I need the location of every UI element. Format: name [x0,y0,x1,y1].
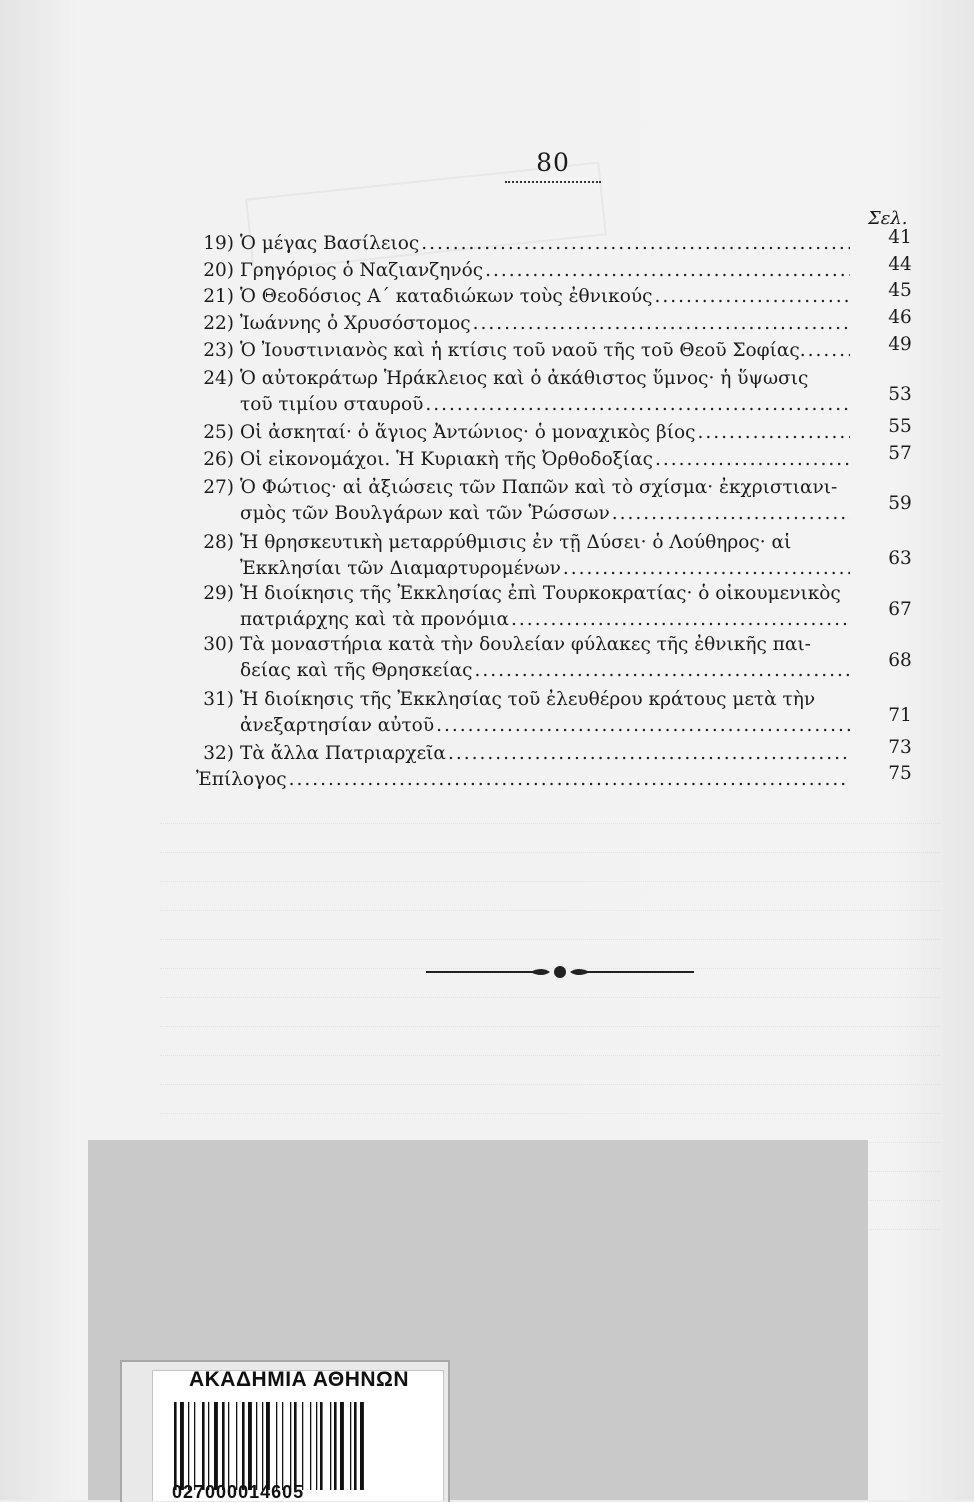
toc-entry-page: 57 [888,443,912,464]
toc-entry-title: Τὰ μοναστήρια κατὰ τὴν δουλείαν φύλακες τῆς ἐθνικῆς παι- [240,634,811,655]
toc-entry-title: Τὰ ἄλλα Πατριαρχεῖα [240,743,446,764]
toc-entry-title: Ἐκκλησίαι τῶν Διαμαρτυρομένων [240,558,561,579]
ornamental-divider [426,962,694,982]
toc-entry [190,258,850,284]
toc-entry-title: ἀνεξαρτησίαν αὐτοῦ [240,715,435,736]
toc-entry [190,311,850,337]
barcode-bar [180,1402,184,1490]
page-number: 80 [536,148,570,177]
barcode-bar [266,1402,270,1490]
toc-entry-page: 75 [888,763,912,784]
toc-entry-number: 30) [203,634,234,655]
toc-entry-line [190,284,850,310]
toc-entry-number: 25) [203,422,234,443]
toc-entry-title: Γρηγόριος ὁ Ναζιανζηνός [240,260,484,281]
toc-entry-line [190,658,850,684]
toc-entry-title: Ἡ διοίκησις τῆς Ἐκκλησίας ἐπὶ Τουρκοκρατίας· ὁ οἰκουμενικὸς [240,583,841,604]
barcode-bar [350,1402,351,1490]
toc-entry-page: 45 [888,280,912,301]
toc-entry-number: 20) [203,260,234,281]
dot-leader [808,338,850,364]
toc-entry [190,231,850,257]
toc-entry-number: 27) [203,477,234,498]
toc-entry-page: 67 [888,599,912,620]
toc-entry-line [190,556,850,582]
barcode-bar [236,1402,237,1490]
dot-leader [448,741,850,767]
toc-entry [190,447,850,473]
toc-entry-number: 32) [203,743,234,764]
dot-leader [421,231,850,257]
barcode-bar [290,1402,291,1490]
toc-entry-title: Ἡ διοίκησις τῆς Ἐκκλησίας τοῦ ἐλευθέρου κράτους μετὰ τὴν [240,689,816,710]
barcode-bar [208,1402,209,1490]
dot-leader [563,556,850,582]
dot-leader [425,392,850,418]
toc-entry-line [190,607,850,633]
toc-entry-page: 73 [888,737,912,758]
dot-leader [697,420,850,446]
toc-entry-line [190,741,850,767]
barcode-bar [302,1402,303,1490]
toc-entry-number: 24) [203,368,234,389]
barcode-bar [320,1402,323,1490]
toc-entry [190,420,850,446]
barcode-bar [214,1402,218,1490]
toc-entry-line [190,687,850,713]
toc-entry [190,767,850,793]
toc-entry-line [190,767,850,793]
toc-entry-title: Ἡ θρησκευτικὴ μεταρρύθμισις ἐν τῇ Δύσει· ὁ Λούθηρος· αἱ [240,532,792,553]
dot-leader [473,311,850,337]
toc-entry-line [190,258,850,284]
barcode-bar [202,1402,205,1490]
toc-entry-line [190,231,850,257]
barcode-bar [294,1402,297,1490]
barcode-bar [188,1402,189,1490]
barcode-bar [330,1402,331,1490]
toc-entry-line [190,311,850,337]
barcode-bar [276,1402,277,1490]
toc-entry [190,338,850,364]
toc-entry-line [190,420,850,446]
barcode-bar [228,1402,229,1490]
toc-entry-line [190,392,850,418]
toc-entry [190,530,850,582]
toc-entry [190,687,850,739]
toc-entry-number: 26) [203,449,234,470]
barcode-bar [310,1402,311,1490]
dot-leader [289,767,850,793]
dot-leader [436,713,850,739]
toc-entry-page: 46 [888,307,912,328]
toc-entry-line [190,581,850,607]
toc-entry [190,741,850,767]
toc-entry-number: 31) [203,689,234,710]
barcode [172,1402,428,1490]
barcode-bar [174,1402,177,1490]
page-column-header: Σελ. [868,208,908,229]
barcode-bar [316,1402,317,1490]
barcode-bar [248,1402,252,1490]
toc-entry-title: Ὁ αὐτοκράτωρ Ἡράκλειος καὶ ὁ ἀκάθιστος ὕμνος· ἡ ὕψωσις [240,368,809,389]
barcode-bar [360,1402,364,1490]
dot-leader [485,258,850,284]
toc-entry-number: 23) [203,340,234,361]
barcode-digits: 027000014605 [172,1484,305,1500]
dot-leader [474,658,850,684]
toc-entry-line [190,366,850,392]
barcode-bar [282,1402,283,1490]
barcode-bar [256,1402,257,1490]
toc-entry-number: 29) [203,583,234,604]
toc-entry-line [190,501,850,527]
toc-entry-page: 53 [888,384,912,405]
page-number-rule [505,181,601,183]
toc-entry-title: τοῦ τιμίου σταυροῦ [240,394,424,415]
dot-leader [612,501,850,527]
toc-entry-title: Ὁ Θεοδόσιος Α΄ καταδιώκων τοὺς ἐθνικούς [240,286,653,307]
toc-entry-title: Ὁ μέγας Βασίλειος [240,233,420,254]
toc-entry-title: πατριάρχης καὶ τὰ προνόμια [240,609,510,630]
dot-leader [511,607,850,633]
toc-entry-page: 49 [888,334,912,355]
barcode-bar [334,1402,337,1490]
toc-entry-page: 68 [888,650,912,671]
library-name: ΑΚΑΔΗΜΙΑ ΑΘΗΝΩΝ [188,1368,410,1391]
toc-entry-page: 71 [888,705,912,726]
toc-entry-title: Οἱ εἰκονομάχοι. Ἡ Κυριακὴ τῆς Ὀρθοδοξίας [240,449,654,470]
barcode-bar [340,1402,344,1490]
toc-entry-number: 22) [203,313,234,334]
toc-entry-line [190,713,850,739]
dot-leader [655,447,850,473]
toc-entry [190,632,850,684]
toc-entry-number: 21) [203,286,234,307]
toc-entry-line [190,632,850,658]
toc-entry-page: 41 [888,227,912,248]
toc-entry-title: σμὸς τῶν Βουλγάρων καὶ τῶν Ῥώσσων [240,503,610,524]
toc-entry-line [190,530,850,556]
toc-entry-number: 19) [203,233,234,254]
toc-entry-line [190,447,850,473]
toc-entry-page: 59 [888,493,912,514]
toc-entry-page: 63 [888,548,912,569]
toc-entry [190,475,850,527]
toc-entry-line [190,338,850,364]
toc-entry-title: Ὁ Φώτιος· αἱ ἀξιώσεις τῶν Παπῶν καὶ τὸ σχίσμα· ἐκχριστιανι- [240,477,838,498]
toc-entry-title: Ἐπίλογος [196,769,287,790]
toc-entry-title: Ὁ Ἰουστινιανὸς καὶ ἡ κτίσις τοῦ ναοῦ τῆς τοῦ Θεοῦ Σοφίας. [240,340,806,361]
toc-entry-title: Οἱ ἀσκηταί· ὁ ἅγιος Ἀντώνιος· ὁ μοναχικὸς βίος [240,422,696,443]
barcode-bar [222,1402,225,1490]
toc-entry-page: 55 [888,416,912,437]
toc-entry-page: 44 [888,254,912,275]
dot-leader [654,284,850,310]
barcode-bar [354,1402,357,1490]
barcode-bar [262,1402,263,1490]
toc-entry [190,284,850,310]
toc-entry-number: 28) [203,532,234,553]
toc-entry-title: δείας καὶ τῆς Θρησκείας [240,660,473,681]
toc-entry-line [190,475,850,501]
toc-entry-title: Ἰωάννης ὁ Χρυσόστομος [240,313,471,334]
barcode-bar [194,1402,195,1490]
toc-entry [190,581,850,633]
toc-entry [190,366,850,418]
barcode-bar [242,1402,245,1490]
